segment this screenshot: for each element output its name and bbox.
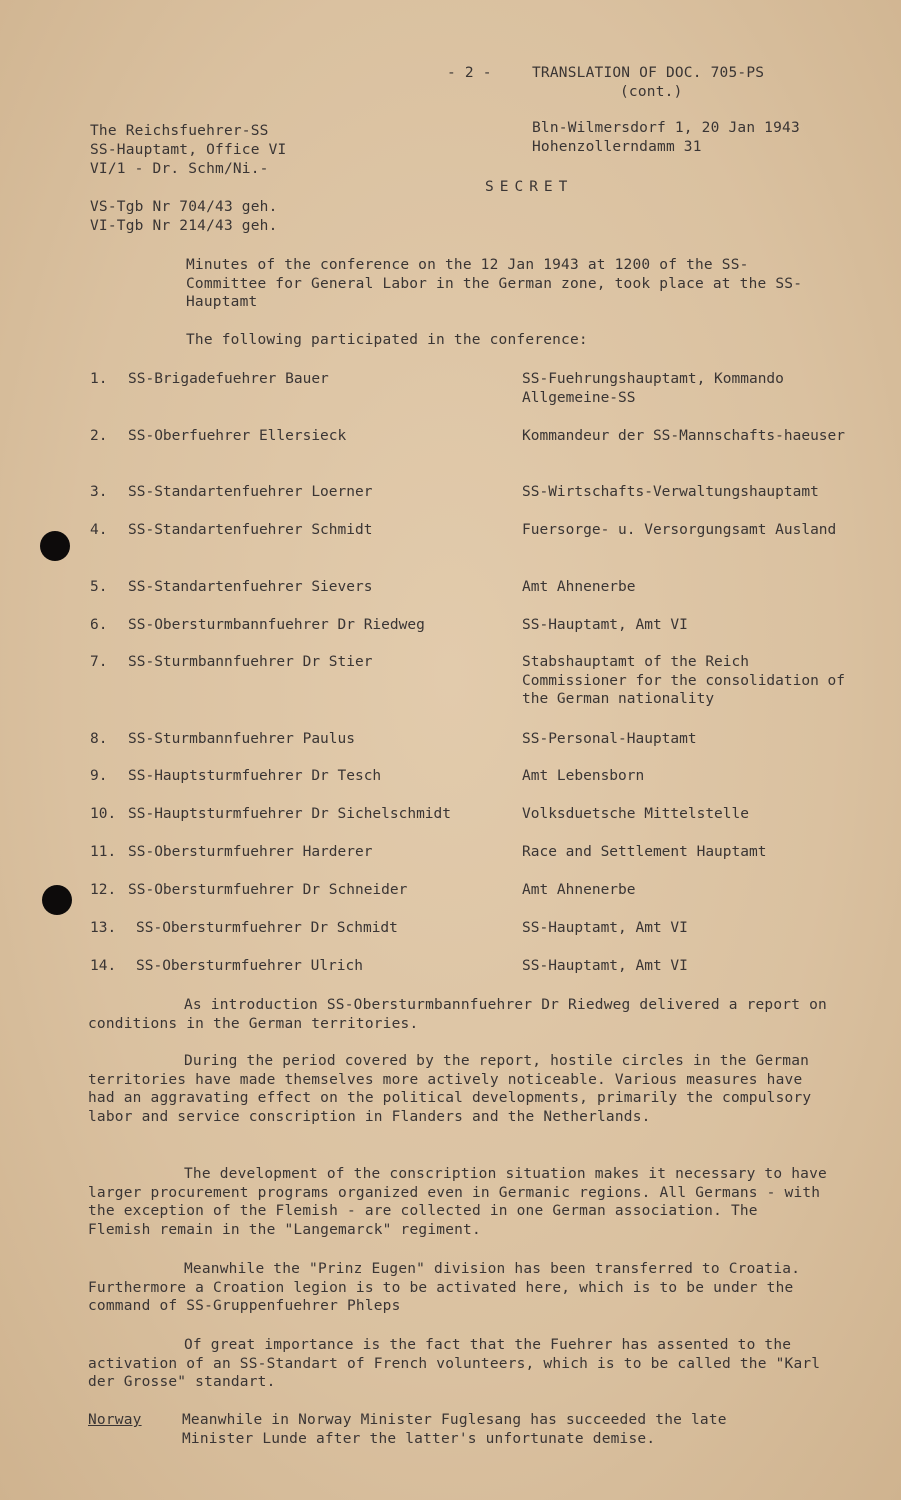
norway-paragraph: Meanwhile in Norway Minister Fuglesang has succeeded the late Minister Lunde after the latter's unfortunate demise. [182, 1412, 727, 1447]
participant-office: Volksduetsche Mittelstelle [522, 806, 749, 822]
participant-office: Amt Ahnenerbe [522, 579, 636, 595]
sender-line-1: The Reichsfuehrer-SS [90, 123, 269, 139]
participant-number: 11. [90, 844, 117, 860]
participant-row [0, 653, 901, 713]
participant-number: 5. [90, 579, 108, 595]
classification: SECRET [485, 179, 574, 195]
participant-number: 9. [90, 768, 108, 784]
participant-number: 6. [90, 617, 108, 633]
participant-row [0, 578, 901, 618]
document-title: TRANSLATION OF DOC. 705-PS [532, 65, 765, 81]
sender-line-3: VI/1 - Dr. Schm/Ni.- [90, 161, 269, 177]
participant-name: SS-Obersturmbannfuehrer Dr Riedweg [128, 617, 425, 633]
participant-name: SS-Standartenfuehrer Schmidt [128, 522, 373, 538]
paragraph-conscription: The development of the conscription situation makes it necessary to have larger procurement programs organized even in Germanic regions. All Germans - with the exception of the Flemish - are collected in one German association. The Flemish remain in the "Langemarck" regiment. [88, 1166, 827, 1238]
participant-office: Kommandeur der SS-Mannschafts-haeuser [522, 428, 846, 444]
participant-row [0, 805, 901, 845]
participant-number: 13. [90, 920, 117, 936]
participant-name: SS-Sturmbannfuehrer Paulus [128, 731, 355, 747]
participant-name: SS-Hauptsturmfuehrer Dr Sichelschmidt [128, 806, 452, 822]
sender-line-2: SS-Hauptamt, Office VI [90, 142, 287, 158]
participant-row [0, 957, 901, 997]
participant-name: SS-Brigadefuehrer Bauer [128, 371, 329, 387]
participant-name: SS-Oberfuehrer Ellersieck [128, 428, 347, 444]
participant-number: 7. [90, 654, 108, 670]
participant-name: SS-Standartenfuehrer Sievers [128, 579, 373, 595]
participant-row [0, 881, 901, 921]
place-date-line-1: Bln-Wilmersdorf 1, 20 Jan 1943 [532, 120, 800, 136]
minutes-intro: Minutes of the conference on the 12 Jan 1943 at 1200 of the SS-Committee for General Labor in the German zone, took place at the SS-Hauptamt [186, 257, 803, 311]
participant-office: Amt Lebensborn [522, 768, 645, 784]
page-number: - 2 - [447, 65, 492, 81]
participant-name: SS-Standartenfuehrer Loerner [128, 484, 373, 500]
participant-name: SS-Hauptsturmfuehrer Dr Tesch [128, 768, 382, 784]
participant-number: 12. [90, 882, 117, 898]
reference-line-2: VI-Tgb Nr 214/43 geh. [90, 218, 278, 234]
reference-line-1: VS-Tgb Nr 704/43 geh. [90, 199, 278, 215]
participant-office: SS-Hauptamt, Amt VI [522, 617, 688, 633]
participant-row [0, 843, 901, 883]
participant-name: SS-Sturmbannfuehrer Dr Stier [128, 654, 373, 670]
participant-office: SS-Hauptamt, Amt VI [522, 958, 688, 974]
participant-row [0, 370, 901, 410]
participant-office: Amt Ahnenerbe [522, 882, 636, 898]
norway-heading: Norway [88, 1412, 142, 1428]
place-date-line-2: Hohenzollerndamm 31 [532, 139, 702, 155]
participant-row [0, 767, 901, 807]
participant-office: Race and Settlement Hauptamt [522, 844, 767, 860]
participant-row [0, 616, 901, 656]
participant-name: SS-Obersturmfuehrer Dr Schmidt [136, 920, 398, 936]
participant-office: Stabshauptamt of the Reich Commissioner for the consolidation of the German nationality [522, 654, 846, 707]
paragraph-french-volunteers: Of great importance is the fact that the Fuehrer has assented to the activation of an SS-Standart of French volunteers, which is to be called the "Karl der Grosse" standart. [88, 1337, 821, 1391]
participants-heading: The following participated in the conference: [186, 332, 588, 348]
participant-row [0, 521, 901, 561]
participant-office: Fuersorge- u. Versorgungsamt Ausland [522, 522, 837, 538]
paragraph-report: During the period covered by the report, hostile circles in the German territories have made themselves more actively noticeable. Various measures have had an aggravating effect on the political developments, primarily the compulsory labor and service conscription in Flanders and the Netherlands. [88, 1053, 812, 1125]
paragraph-introduction: As introduction SS-Obersturmbannfuehrer Dr Riedweg delivered a report on conditions in the German territories. [88, 997, 827, 1032]
participant-row [0, 919, 901, 959]
participant-name: SS-Obersturmfuehrer Dr Schneider [128, 882, 408, 898]
participant-office: SS-Fuehrungshauptamt, Kommando Allgemeine-SS [522, 371, 784, 406]
participant-row [0, 483, 901, 523]
participant-office: SS-Hauptamt, Amt VI [522, 920, 688, 936]
participant-number: 10. [90, 806, 117, 822]
participant-number: 1. [90, 371, 108, 387]
participant-number: 3. [90, 484, 108, 500]
participant-office: SS-Wirtschafts-Verwaltungshauptamt [522, 484, 819, 500]
participant-name: SS-Obersturmfuehrer Ulrich [136, 958, 363, 974]
document-title-cont: (cont.) [620, 84, 683, 100]
participant-office: SS-Personal-Hauptamt [522, 731, 697, 747]
participant-row [0, 730, 901, 770]
participant-number: 4. [90, 522, 108, 538]
participant-number: 8. [90, 731, 108, 747]
participant-number: 14. [90, 958, 117, 974]
paragraph-prinz-eugen: Meanwhile the "Prinz Eugen" division has been transferred to Croatia. Furthermore a Croation legion is to be activated here, which is to be under the command of SS-Gruppenfuehrer Phleps [88, 1261, 801, 1315]
participant-row [0, 427, 901, 467]
participant-number: 2. [90, 428, 108, 444]
participant-name: SS-Obersturmfuehrer Harderer [128, 844, 373, 860]
